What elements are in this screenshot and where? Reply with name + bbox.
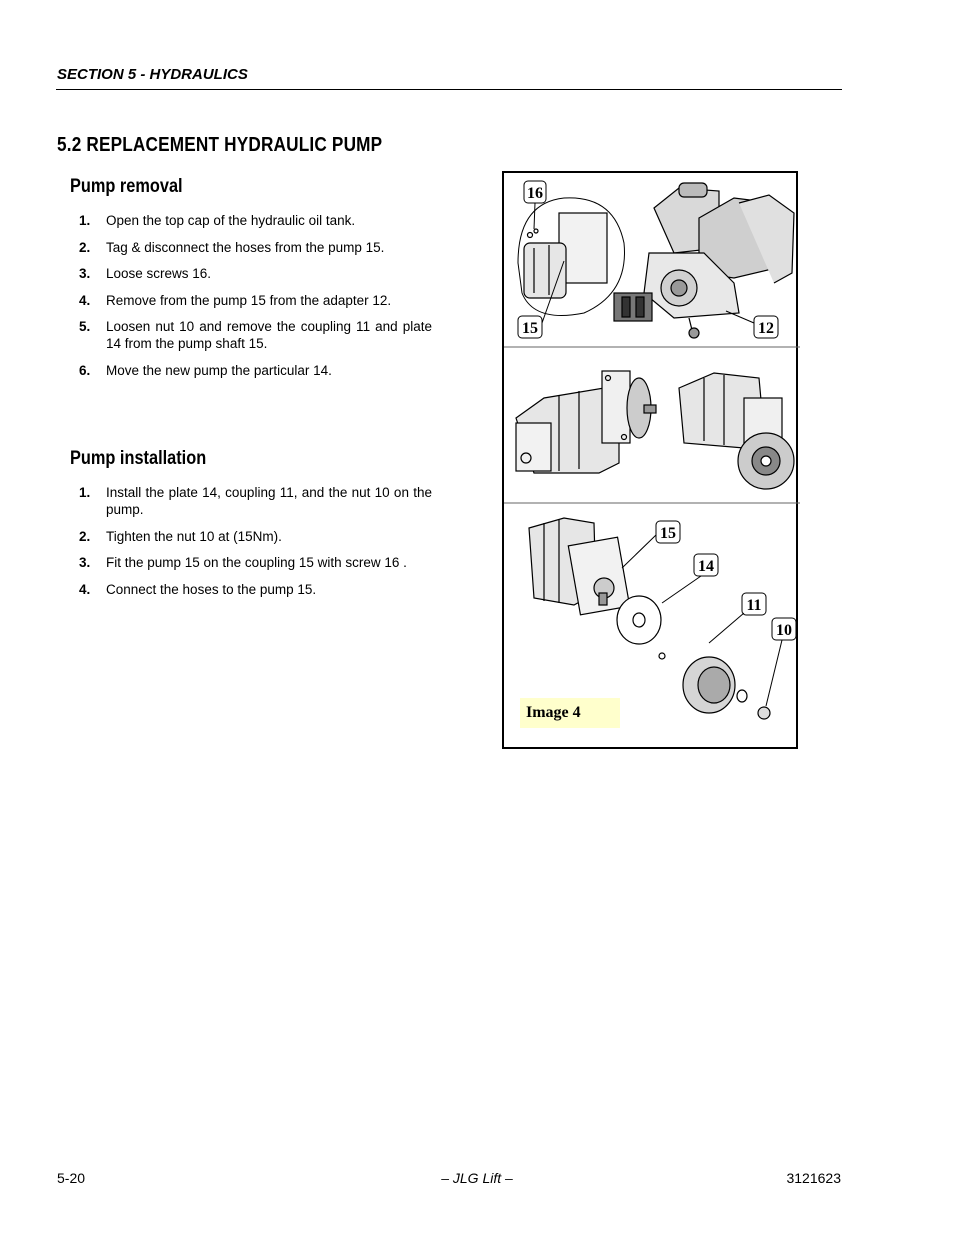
page-number: 5-20 [57, 1170, 86, 1186]
pump-removal-steps [70, 212, 432, 388]
list-item [70, 554, 432, 571]
pump-removal-title: Pump removal [70, 176, 183, 197]
step-text: Tag & disconnect the hoses from the pump 15. [106, 239, 385, 255]
list-item [70, 484, 432, 518]
svg-text:10: 10 [776, 622, 792, 639]
callout-10 [766, 618, 796, 706]
step-number: 3. [79, 555, 91, 570]
step-text: Tighten the nut 10 at (15Nm). [106, 528, 282, 544]
list-item [70, 581, 432, 598]
step-number: 2. [79, 528, 91, 544]
step-text: Move the new pump the particular 14. [106, 362, 332, 378]
list-item [70, 318, 432, 352]
step-number: 1. [79, 485, 91, 500]
svg-text:11: 11 [746, 597, 762, 614]
step-number: 4. [79, 581, 91, 597]
document-number: 3121623 [786, 1170, 841, 1186]
section-title: 5.2 REPLACEMENT HYDRAULIC PUMP [57, 134, 383, 156]
step-text: Loose screws 16. [106, 266, 212, 281]
list-item [70, 212, 432, 229]
svg-text:15: 15 [660, 525, 676, 542]
step-text: Loosen nut 10 and remove the coupling 11 and plate 14 from the pump shaft 15. [106, 319, 432, 351]
pump-illustration [504, 173, 800, 751]
step-number: 3. [79, 266, 91, 281]
section-header: SECTION 5 - HYDRAULICS [57, 66, 248, 83]
header-rule [56, 89, 842, 90]
list-item [70, 528, 432, 545]
callout-11 [709, 593, 766, 643]
step-text: Open the top cap of the hydraulic oil tank. [106, 213, 356, 228]
list-item [70, 362, 432, 379]
list-item [70, 292, 432, 309]
step-text: Connect the hoses to the pump 15. [106, 581, 317, 597]
image-label: Image 4 [520, 698, 620, 728]
callout-12 [726, 311, 778, 338]
svg-text:14: 14 [698, 558, 714, 575]
svg-text:12: 12 [758, 320, 774, 337]
exploded-drawing [529, 518, 770, 719]
list-item [70, 239, 432, 256]
pump-figure [502, 171, 798, 749]
step-number: 5. [79, 319, 91, 334]
step-number: 6. [79, 362, 91, 378]
step-text: Remove from the pump 15 from the adapter 12. [106, 292, 392, 308]
step-number: 2. [79, 239, 91, 255]
step-text: Install the plate 14, coupling 11, and the nut 10 on the pump. [106, 485, 432, 517]
footer-brand: – JLG Lift – [441, 1170, 513, 1186]
step-number: 1. [79, 213, 91, 228]
pump-installation-title: Pump installation [70, 448, 207, 469]
step-text: Fit the pump 15 on the coupling 15 with screw 16 . [106, 555, 407, 570]
pumps-drawing [516, 371, 794, 489]
callout-15-bottom [622, 521, 680, 568]
svg-text:16: 16 [527, 185, 543, 202]
callout-14 [662, 554, 718, 603]
svg-text:15: 15 [522, 320, 538, 337]
pump-installation-steps [70, 484, 432, 607]
engine-assembly-drawing [518, 183, 794, 338]
step-number: 4. [79, 292, 91, 308]
list-item [70, 265, 432, 282]
